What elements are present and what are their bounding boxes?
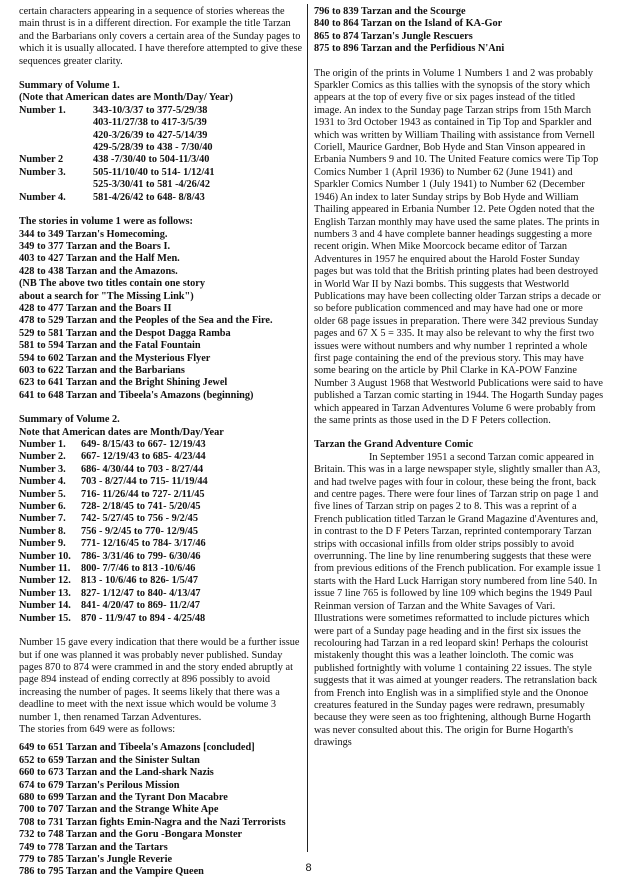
list-item: 749 to 778 Tarzan and the Tartars [19,841,168,853]
list-item: 428 to 438 Tarzan and the Amazons. [19,265,178,277]
list-item: 732 to 748 Tarzan and the Goru -Bongara Monster [19,829,243,841]
summary-label: Number 9. [19,538,66,550]
summary-row [19,513,208,525]
summary-row [19,130,215,142]
summary-label: Number 7. [19,513,66,525]
vol2-paragraph: Number 15 gave every indication that there would be a further issue but if one was planned it was probably never published. Sunday pages 870 to 874 were crammed in and the story ended abruptly at page 894 instead of ending correctly at 896 possibly to avoid increasing the number of pages. It seems likely that there was a deadline to meet with the next issue which would be volume 3 number 1, then renamed Tarzan Adventures. [19,637,300,723]
summary-label: Number 15. [19,612,71,624]
left-column [19,6,306,879]
origin-paragraph: The origin of the prints in Volume 1 Numbers 1 and 2 was probably Sparkler Comics as this tallies with the synopsis of the story which appears at the top of every five or six pages instead of the titled image. An index to the Sunday page Tarzan strips from 15th March 1931 to 3rd October 1943 as contained in Tip Top and Sparkler and which was written by William Thailing with assistance from Vernell Coriell, Maurice Gardner, Bob Hyde and Stan Vinson appeared in Erbania Numbers 9 and 10. The United Feature comics were Tip Top Comics Number 1 (April 1936) to Number 62 (June 1941) and Sparkler Comics Number 1 (July 1941) to Number 62 (December 1946) An index to later Sunday strips by Bob Hyde and William Thailing appeared in Erbania Number 12. Pete Ogden noted that the English Tarzan monthly may have used the same plates. The prints in numbers 3 and 4 have complete banner headings suggesting a more recent origin. When Mike Moorcock became editor of Tarzan Adventures in 1957 he enquired about the Harold Foster Sunday pages but was told that the British printing plates had been destroyed in World War II by Nazi bombs. This suggests that Westworld Publications may have been collecting older Tarzan strips a decade or so before publication commenced and may have had one or more older 68 page issues in preparation. There were 342 previous Sunday pages and 67 X 5 = 335. It may also be relevant to why the first two issues were without numbers and why number 1 reprinted a whole first page containing the end of the previous story. This may have some bearing on the article by Phil Clarke in KA-POW Fanzine Number 3 August 1968 that Westworld Publications were said to have published a Tarzan comic starting in 1944. The Hogarth Sunday pages which appeared in Tarzan Adventures Volume 6 were probably from the same prints as those used in the D F Peters collection. [314,67,604,426]
summary-row [19,489,208,501]
summary-row [19,538,208,550]
summary-value: 813 - 10/6/46 to 826- 1/5/47 [81,575,198,587]
summary-label [19,179,93,191]
summary-label: Number 3. [19,463,66,475]
list-item: 875 to 896 Tarzan and the Perfidious N'Ani [314,43,505,55]
summary-row [19,563,208,575]
summary-value: 505-11/10/40 to 514- 1/12/41 [93,166,215,178]
summary-row [19,105,215,117]
summary-value: 742- 5/27/45 to 756 - 9/2/45 [81,513,198,525]
list-item: 478 to 529 Tarzan and the Peoples of the Sea and the Fire. [19,315,273,327]
summary-value: 525-3/30/41 to 581 -4/26/42 [93,179,210,191]
summary-value: 870 - 11/9/47 to 894 - 4/25/48 [81,612,206,624]
list-item: 779 to 785 Tarzan's Jungle Reverie [19,854,173,865]
summary-label: Number 4. [19,191,66,203]
list-item: 865 to 874 Tarzan's Jungle Rescuers [314,30,473,42]
list-item: about a search for "The Missing Link") [19,290,194,302]
list-item: 796 to 839 Tarzan and the Scourge [314,6,466,17]
summary-value: 420-3/26/39 to 427-5/14/39 [93,129,208,141]
list-item: 344 to 349 Tarzan's Homecoming. [19,228,168,240]
vol2-stories-list [19,742,306,878]
summary-row [19,501,208,513]
list-item: 708 to 731 Tarzan fights Emin-Nagra and the Nazi Terrorists [19,816,286,828]
summary-label: Number 12. [19,575,71,587]
summary-label [19,142,93,154]
list-item: 403 to 427 Tarzan and the Half Men. [19,253,180,265]
list-item: (NB The above two titles contain one story [19,278,206,290]
summary-row [19,551,208,563]
list-item: 660 to 673 Tarzan and the Land-shark Nazis [19,767,214,779]
summary-row [19,117,215,129]
list-item: 594 to 602 Tarzan and the Mysterious Flyer [19,352,211,364]
summary-row [19,192,215,204]
summary-row [19,588,208,600]
summary-label: Number 10. [19,550,71,562]
list-item: 641 to 648 Tarzan and Tibeela's Amazons (beginning) [19,389,254,401]
continued-stories-list [314,6,604,56]
vol2-table [19,439,208,625]
list-item: 680 to 699 Tarzan and the Tyrant Don Macabre [19,791,228,803]
summary-value: 800- 7/7/46 to 813 -10/6/46 [81,563,196,575]
vol1-note: (Note that American dates are Month/Day/ Year) [19,92,233,104]
summary-label: Number 14. [19,600,71,612]
summary-label: Number 5. [19,488,66,500]
list-item: 700 to 707 Tarzan and the Strange White Ape [19,804,219,816]
summary-row [19,476,208,488]
list-item: 623 to 641 Tarzan and the Bright Shining Jewel [19,377,228,389]
summary-value: 771- 12/16/45 to 784- 3/17/46 [81,538,206,550]
summary-value: 786- 3/31/46 to 799- 6/30/46 [81,550,201,562]
page-number: 8 [305,862,312,874]
summary-row [19,439,208,451]
list-item: 581 to 594 Tarzan and the Fatal Fountain [19,340,201,352]
summary-label: Number 2 [19,154,64,166]
summary-value: 581-4/26/42 to 648- 8/8/43 [93,191,205,203]
summary-value: 827- 1/12/47 to 840- 4/13/47 [81,587,201,599]
right-column [314,6,604,750]
summary-row [19,526,208,538]
summary-row [19,179,215,191]
summary-label: Number 1. [19,439,66,450]
vol2-stories-intro: The stories from 649 were as follows: [19,723,176,735]
summary-label: Number 8. [19,525,66,537]
summary-value: 686- 4/30/44 to 703 - 8/27/44 [81,463,204,475]
summary-value: 403-11/27/38 to 417-3/5/39 [93,117,207,129]
summary-row [19,154,215,166]
summary-value: 756 - 9/2/45 to 770- 12/9/45 [81,525,198,537]
list-item: 428 to 477 Tarzan and the Boars II [19,302,172,314]
summary-label: Number 2. [19,451,66,463]
summary-value: 438 -7/30/40 to 504-11/3/40 [93,154,210,166]
summary-label: Number 1. [19,104,66,116]
summary-label: Number 3. [19,166,66,178]
summary-value: 343-10/3/37 to 377-5/29/38 [93,104,208,116]
vol1-stories-intro: The stories in volume 1 were as follows: [19,216,193,228]
summary-value: 703 - 8/27/44 to 715- 11/19/44 [81,476,208,488]
summary-label: Number 4. [19,476,66,488]
summary-row [19,600,208,612]
list-item: 840 to 864 Tarzan on the Island of KA-Gor [314,18,503,30]
list-item: 603 to 622 Tarzan and the Barbarians [19,364,185,376]
vol2-note: Note that American dates are Month/Day/Year [19,426,224,438]
summary-label [19,117,93,129]
vol1-table [19,105,215,204]
list-item: 674 to 679 Tarzan's Perilous Mission [19,779,180,791]
list-item: 652 to 659 Tarzan and the Sinister Sultan [19,754,200,766]
list-item: 786 to 795 Tarzan and the Vampire Queen [19,866,204,878]
list-item: 649 to 651 Tarzan and Tibeela's Amazons [concluded] [19,742,255,754]
gac-heading: Tarzan the Grand Adventure Comic [314,439,474,451]
summary-row [19,142,215,154]
summary-row [19,464,208,476]
summary-value: 667- 12/19/43 to 685- 4/23/44 [81,451,206,463]
vol1-heading: Summary of Volume 1. [19,80,120,92]
summary-label [19,130,93,142]
list-item: 349 to 377 Tarzan and the Boars I. [19,240,171,252]
summary-label: Number 6. [19,501,66,513]
summary-label: Number 13. [19,587,71,599]
summary-value: 649- 8/15/43 to 667- 12/19/43 [81,439,206,450]
gac-paragraph: In September 1951 a second Tarzan comic appeared in Britain. This was in a large newspaper style, slightly smaller than A3, and had twelve pages with four in colour, these being the front, back and centre pages. There were four lines of Tarzan strip on page 1 and five lines of Tarzan strip on pages 2 to 8. This was a reprint of a French publication titled Tarzan le Grand Magazine d'Aventures and, in contrast to the D F Peters Tarzan, reprinted contemporary Tarzan strips with occasional infills from older strips possibly to avoid overrunning. The line by line renumbering suggests that these were from previous editions of the French publication. For example issue 1 starts with the Hard Luck Harrigan story numbered from line 540. In issue 7 line 765 is followed by line 109 which begins the 1949 Paul Reinman version of Tarzan and the White Savages of Vari. Illustrations were sometimes reformatted to include pictures which were part of a Sunday page heading and in the first six issues the recolouring had Tarzan in a red leopard skin! Perhaps the colourist mistakenly thought this was a leather loincloth. The comic was published fortnightly with volume 1 containing 22 issues. The style suggests that it was aimed at younger readers. The retranslation back from French into English was in a simplified style and the Ononoe creatures featured in the Sunday pages were redrawn, presumably because they were seen as too frightening, although Burne Hogarth was never consulted about this. The origin for Burne Hogarth's drawings [314,451,602,749]
vol2-heading: Summary of Volume 2. [19,414,120,426]
summary-value: 841- 4/20/47 to 869- 11/2/47 [81,600,200,612]
intro-paragraph: certain characters appearing in a sequence of stories whereas the main thrust is in a different direction. For example the title Tarzan and the Barbarians only covers a certain area of the Sunday pages to which it is usually allocated. I have therefore attempted to give these sequences greater clarity. [19,6,303,67]
summary-label: Number 11. [19,563,71,575]
summary-row [19,613,208,625]
vol1-stories-list [19,229,306,403]
column-divider [307,4,308,852]
summary-value: 429-5/28/39 to 438 - 7/30/40 [93,142,213,154]
summary-row [19,167,215,179]
summary-value: 716- 11/26/44 to 727- 2/11/45 [81,488,205,500]
summary-row [19,575,208,587]
summary-value: 728- 2/18/45 to 741- 5/20/45 [81,501,201,513]
summary-row [19,451,208,463]
list-item: 529 to 581 Tarzan and the Despot Dagga Ramba [19,327,231,339]
